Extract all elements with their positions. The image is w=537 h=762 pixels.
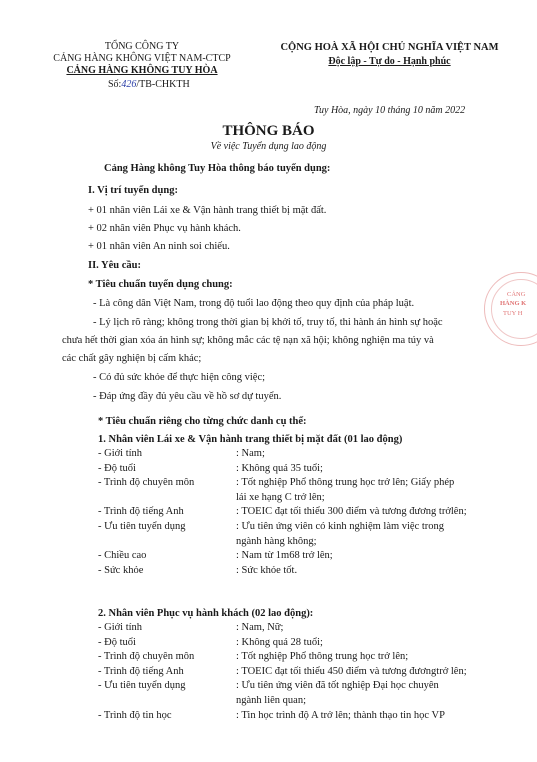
doc-number <box>108 79 190 90</box>
criteria-label: - Trình độ chuyên môn <box>98 651 195 663</box>
position-1-heading: 1. Nhân viên Lái xe & Vận hành trang thiết bị mặt đất (01 lao động) <box>98 434 403 445</box>
stamp-text-top: CẢNG <box>507 291 526 298</box>
criteria-value: : Không quá 35 tuổi; <box>236 462 323 474</box>
criteria-label: - Trình độ tiếng Anh <box>98 506 184 518</box>
section-2-heading: II. Yêu cầu: <box>88 260 141 271</box>
general-criteria-item: - Là công dân Việt Nam, trong độ tuổi lao động theo quy định của pháp luật. <box>93 298 415 309</box>
criteria-label: - Giới tính <box>98 622 143 633</box>
criteria-value: : Ưu tiên ứng viên có kinh nghiệm làm việc trong <box>236 521 445 532</box>
general-criteria-item: - Lý lịch rõ ràng; không trong thời gian bị khởi tố, truy tố, thi hành án hình sự hoặc <box>93 317 443 328</box>
doc-number-suffix: /TB-CHKTH <box>136 79 190 90</box>
criteria-value: lái xe hạng C trở lên; <box>236 491 325 503</box>
general-criteria-item: - Có đủ sức khỏe để thực hiện công việc; <box>93 372 266 383</box>
criteria-value: : Sức khỏe tốt. <box>236 564 298 576</box>
org-line-1: TỔNG CÔNG TY <box>104 41 180 52</box>
official-stamp <box>484 272 537 346</box>
intro-text: Cảng Hàng không Tuy Hòa thông báo tuyển dụng: <box>104 163 331 174</box>
criteria-label: - Trình độ tin học <box>98 709 172 721</box>
criteria-value: : TOEIC đạt tối thiểu 300 điểm và tương đương trởlên; <box>236 506 467 518</box>
criteria-row <box>98 536 518 551</box>
criteria-label: - Giới tính <box>98 448 143 459</box>
criteria-row <box>98 463 518 478</box>
criteria-value: : Nam từ 1m68 trở lên; <box>236 550 333 562</box>
criteria-row <box>98 666 518 681</box>
criteria-row <box>98 695 518 710</box>
criteria-value: ngành hàng không; <box>236 535 317 547</box>
criteria-label: - Độ tuổi <box>98 636 136 648</box>
criteria-row <box>98 651 518 666</box>
criteria-value: : Tốt nghiệp Phổ thông trung học trở lên; Giấy phép <box>236 477 455 489</box>
criteria-row <box>98 565 518 580</box>
org-line-3: CẢNG HÀNG KHÔNG TUY HÒA <box>66 65 218 76</box>
criteria-row <box>98 506 518 521</box>
criteria-label: - Sức khỏe <box>98 564 144 576</box>
criteria-value: : Ưu tiên ứng viên đã tốt nghiệp Đại học chuyên <box>236 680 439 692</box>
criteria-row <box>98 448 518 463</box>
document-title: THÔNG BÁO <box>222 123 315 139</box>
criteria-row <box>98 622 518 637</box>
specific-criteria-heading: * Tiêu chuẩn riêng cho từng chức danh cụ thể: <box>98 416 307 427</box>
doc-number-handwritten: 426 <box>121 79 137 90</box>
criteria-row <box>98 521 518 536</box>
general-criteria-item: - Đáp ứng đầy đủ yêu cầu về hồ sơ dự tuyển. <box>93 391 282 402</box>
general-criteria-item: chưa hết thời gian xóa án hình sự; không mắc các tệ nạn xã hội; không nghiện ma túy và <box>62 335 434 346</box>
criteria-row <box>98 492 518 507</box>
criteria-value: : Tin học trình độ A trở lên; thành thạo tin học VP <box>236 709 445 721</box>
general-criteria-heading: * Tiêu chuẩn tuyển dụng chung: <box>88 279 233 290</box>
section-1-heading: I. Vị trí tuyển dụng: <box>88 185 178 196</box>
position-2-table <box>98 622 518 757</box>
criteria-label: - Ưu tiên tuyển dụng <box>98 521 186 532</box>
national-motto: Độc lập - Tự do - Hạnh phúc <box>328 56 451 67</box>
criteria-value: : Nam, Nữ; <box>236 622 284 633</box>
org-line-2: CẢNG HÀNG KHÔNG VIỆT NAM-CTCP <box>53 53 231 64</box>
criteria-value: : Không quá 28 tuổi; <box>236 636 323 648</box>
stamp-text-mid: HÀNG K <box>500 300 527 307</box>
general-criteria-item: các chất gây nghiện bị cấm khác; <box>62 353 202 364</box>
position-item: + 01 nhân viên Lái xe & Vận hành trang thiết bị mặt đất. <box>88 205 327 216</box>
position-2-heading: 2. Nhân viên Phục vụ hành khách (02 lao động): <box>98 608 314 619</box>
criteria-label: - Ưu tiên tuyển dụng <box>98 680 186 692</box>
criteria-row <box>98 550 518 565</box>
criteria-row <box>98 477 518 492</box>
criteria-label: - Độ tuổi <box>98 462 136 474</box>
criteria-label: - Trình độ chuyên môn <box>98 477 195 489</box>
nation-title: CỘNG HOÀ XÃ HỘI CHỦ NGHĨA VIỆT NAM <box>280 42 499 53</box>
position-1-table <box>98 448 518 598</box>
criteria-value: : TOEIC đạt tối thiểu 450 điểm và tương đươngtrở lên; <box>236 665 467 677</box>
criteria-label: - Trình độ tiếng Anh <box>98 665 184 677</box>
criteria-value: ngành liên quan; <box>236 695 306 706</box>
date-line: Tuy Hòa, ngày 10 tháng 10 năm 2022 <box>314 105 466 116</box>
position-item: + 02 nhân viên Phục vụ hành khách. <box>88 223 241 234</box>
criteria-row <box>98 710 518 725</box>
criteria-value: : Tốt nghiệp Phổ thông trung học trở lên; <box>236 651 409 663</box>
document-subtitle: Về việc Tuyển dụng lao động <box>210 141 327 152</box>
criteria-label: - Chiều cao <box>98 550 147 562</box>
criteria-row <box>98 680 518 695</box>
criteria-value: : Nam; <box>236 448 265 459</box>
doc-number-prefix: Số: <box>108 79 122 90</box>
position-item: + 01 nhân viên An ninh soi chiếu. <box>88 241 230 252</box>
criteria-row <box>98 637 518 652</box>
stamp-text-low: TUY H <box>503 310 523 317</box>
